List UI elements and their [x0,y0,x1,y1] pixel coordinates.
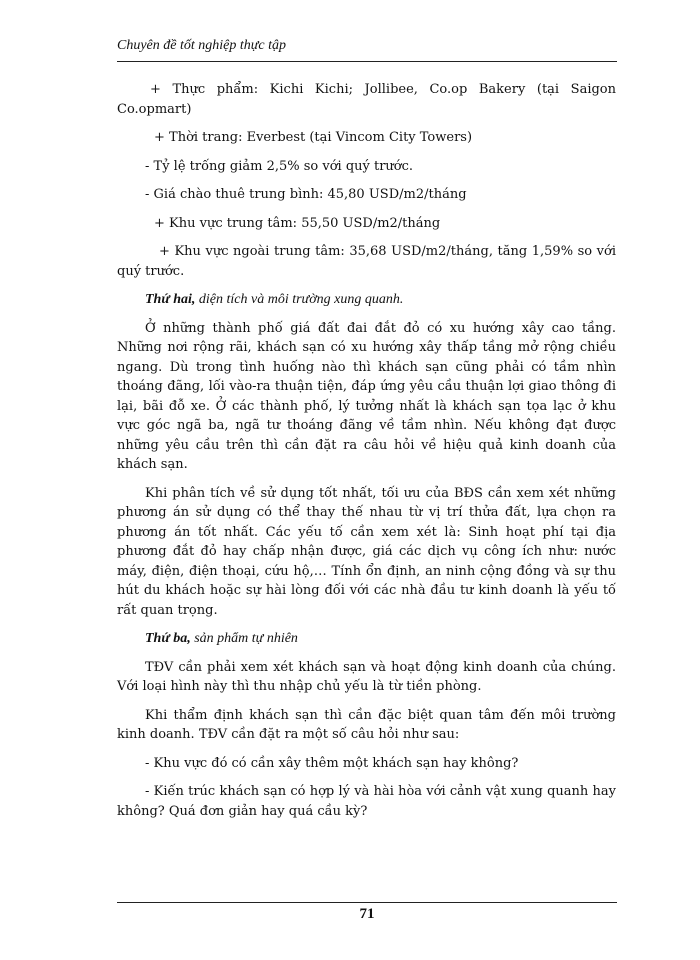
section-heading [117,290,616,310]
list-item: - Khu vực đó có cần xây thêm một khách sạn hay không? [145,755,519,771]
page-body [117,80,616,830]
heading-text: sản phẩm tự nhiên [190,631,298,646]
heading-lead: Thứ ba, [145,631,191,646]
footer-divider [117,902,617,903]
paragraph: + Thực phẩm: Kichi Kichi; Jollibee, Co.op Bakery (tại Saigon Co.opmart) [117,82,616,117]
paragraph: Khi thẩm định khách sạn thì cần đặc biệt quan tâm đến môi trường kinh doanh. TĐV cần đặt ra một số câu hỏi như sau: [117,707,616,742]
paragraph: Khi phân tích về sử dụng tốt nhất, tối ưu của BĐS cần xem xét những phương án sử dụng có thể thay thế nhau từ vị trí thửa đất, lựa chọn ra phương án tốt nhất. Các yếu tố cần xem xét là: Sinh hoạt phí tại địa phương đắt đỏ hay chấp nhận được, giá các dịch vụ công ích như: nước máy, điện, điện thoại, cứu hộ,… Tính ổn định, an ninh cộng đồng và sự thu hút du khách hoặc sự hài lòng đối với các nhà đầu tư kinh doanh là yếu tố rất quan trọng. [117,485,616,618]
page-header: Chuyên đề tốt nghiệp thực tập [117,38,286,53]
heading-lead: Thứ hai, [145,292,196,307]
paragraph: TĐV cần phải xem xét khách sạn và hoạt động kinh doanh của chúng. Với loại hình này thì thu nhập chủ yếu là từ tiền phòng. [117,659,616,694]
section-heading [117,629,616,649]
paragraph: Ở những thành phố giá đất đai đắt đỏ có xu hướng xây cao tầng. Những nơi rộng rãi, khách sạn có xu hướng xây thấp tầng mở rộng chiều ngang. Dù trong tình huống nào thì khách sạn cũng phải có tầm nhìn thoáng đãng, lối vào-ra thuận tiện, đáp ứng yêu cầu thuận lợi giao thông đi lại, bãi đỗ xe. Ở các thành phố, lý tưởng nhất là khách sạn tọa lạc ở khu vực góc ngã ba, ngã tư thoáng đãng về tầm nhìn. Nếu không đạt được những yêu cầu trên thì cần đặt ra câu hỏi về hiệu quả kinh doanh của khách sạn. [117,320,616,472]
paragraph: + Khu vực trung tâm: 55,50 USD/m2/tháng [154,215,441,231]
page-number: 71 [359,906,375,922]
header-divider [117,61,617,62]
paragraph: + Khu vực ngoài trung tâm: 35,68 USD/m2/tháng, tăng 1,59% so với quý trước. [117,244,616,279]
paragraph: + Thời trang: Everbest (tại Vincom City Towers) [154,130,473,145]
list-item: - Kiến trúc khách sạn có hợp lý và hài hòa với cảnh vật xung quanh hay không? Quá đơn giản hay quá cầu kỳ? [117,784,616,819]
paragraph: - Giá chào thuê trung bình: 45,80 USD/m2/tháng [145,187,467,202]
heading-text: diện tích và môi trường xung quanh. [195,292,404,307]
paragraph: - Tỷ lệ trống giảm 2,5% so với quý trước. [145,158,414,174]
